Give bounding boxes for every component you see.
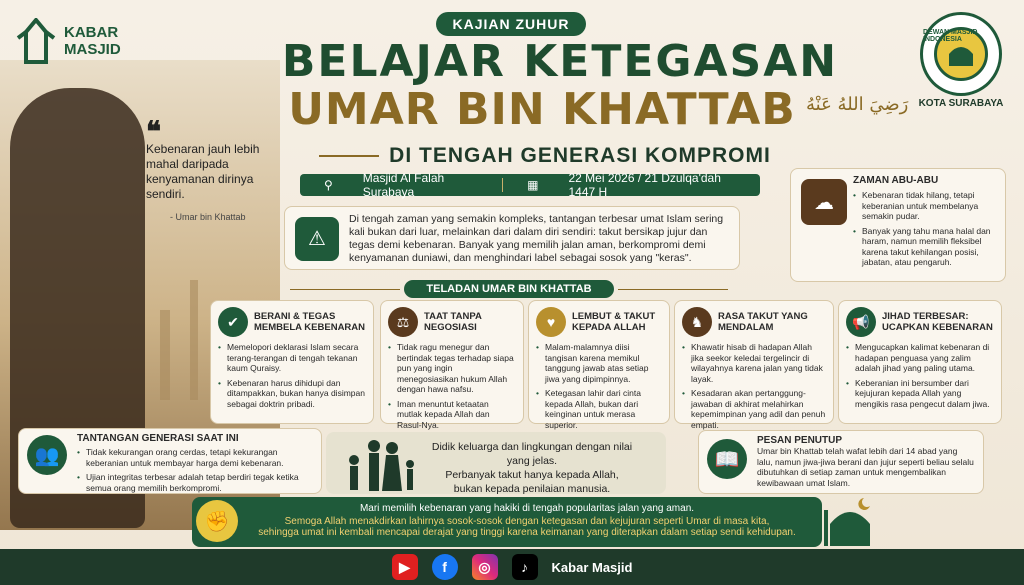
kabar-masjid-logo bbox=[14, 18, 121, 64]
title-line1: BELAJAR KETEGASAN bbox=[281, 36, 839, 87]
intro-card bbox=[284, 206, 740, 270]
section-title: TELADAN UMAR BIN KHATTAB bbox=[404, 280, 614, 298]
teladan-title: BERANI & TEGAS MEMBELA KEBENARAN bbox=[254, 311, 366, 333]
instagram-icon[interactable]: ◎ bbox=[472, 554, 498, 580]
person-warning-icon: ⚠ bbox=[295, 217, 339, 261]
event-badge: KAJIAN ZUHUR bbox=[436, 12, 586, 36]
quote-block bbox=[146, 116, 286, 225]
intro-text: Di tengah zaman yang semakin kompleks, tantangan terbesar umat Islam sering kali bukan dari luar, melainkan dari dalam diri sendiri: takut bersikap jujur dan tegas demi kebenaran. Banyak yang memilih jalan aman, berkompromi demi kenyamanan duniawi, dan menghindari label sebagai sosok yang "keras". bbox=[349, 213, 724, 264]
mosque-dome-icon bbox=[820, 490, 880, 546]
penutup-body: Umar bin Khattab telah wafat lebih dari 14 abad yang lalu, namun jiwa-jiwa berani dan jujur seperti beliau selalu dibutuhkan di setiap zaman untuk mengembalikan kewibawaan umat Islam. bbox=[757, 446, 974, 488]
quote-text: Kebenaran jauh lebih mahal daripada kenyamanan dirinya sendiri. bbox=[146, 142, 260, 201]
penutup-card bbox=[698, 430, 984, 494]
subtitle-text: DI TENGAH GENERASI KOMPROMI bbox=[389, 144, 771, 167]
seal-city: KOTA SURABAYA bbox=[918, 98, 1004, 109]
closing-banner bbox=[192, 497, 822, 547]
scale-icon: ⚖ bbox=[388, 307, 418, 337]
teladan-card bbox=[674, 300, 834, 430]
arabic-honorific: رَضِيَ اللهُ عَنْهُ bbox=[806, 94, 909, 115]
date-text: 22 Mei 2026 / 21 Dzulqa'dah 1447 H bbox=[568, 171, 721, 199]
footer-name: Kabar Masjid bbox=[551, 559, 633, 575]
zaman-point: • Kebenaran tidak hilang, tetapi keberanian untuk membelanya semakin pudar. bbox=[853, 190, 997, 222]
teladan-point: • Kesadaran akan pertanggung-jawaban di akhirat melahirkan kepemimpinan yang adil dan penuh empati. bbox=[682, 388, 826, 430]
teladan-point: • Iman menuntut ketaatan mutlak kepada Allah dan Rasul-Nya. bbox=[388, 399, 516, 431]
closing-line1: Mari memilih kebenaran yang hakiki di tengah popularitas jalan yang aman. bbox=[359, 503, 695, 514]
closing-line2: Semoga Allah menakdirkan lahirnya sosok-sosok dengan ketegasan dan kejujuran seperti Umar di masa kita, bbox=[284, 516, 770, 527]
teladan-title: LEMBUT & TAKUT KEPADA ALLAH bbox=[572, 311, 656, 333]
teladan-card bbox=[380, 300, 524, 430]
teladan-point: • Kebenaran harus dihidupi dan ditampakkan, bukan hanya disimpan sebagai doktrin pribadi. bbox=[218, 378, 366, 410]
calendar-icon: ▦ bbox=[527, 178, 539, 192]
closing-line3: sehingga umat ini kembali mencapai derajat yang tinggi karena keimanan yang diterapkan dalam setiap sendi kehidupan. bbox=[258, 527, 796, 538]
teladan-card bbox=[528, 300, 670, 430]
teladan-title: TAAT TANPA NEGOSIASI bbox=[424, 311, 482, 333]
fist-icon: ✊ bbox=[196, 500, 238, 542]
teladan-point: • Ketegasan lahir dari cinta kepada Allah, bukan dari keinginan untuk merasa superior. bbox=[536, 388, 662, 430]
heart-icon: ♥ bbox=[536, 307, 566, 337]
zaman-title: ZAMAN ABU-ABU bbox=[853, 175, 939, 186]
family-line: Didik keluarga dan lingkungan dengan nilai yang jelas. bbox=[431, 441, 633, 467]
location bbox=[300, 171, 502, 199]
donkey-icon: ♞ bbox=[682, 307, 712, 337]
footer bbox=[0, 549, 1024, 585]
tantangan-point: • Tidak kekurangan orang cerdas, tetapi kekurangan keberanian untuk membayar harga demi kebenaran. bbox=[77, 447, 313, 468]
title-line2: UMAR BIN KHATTAB bbox=[288, 84, 796, 135]
teladan-point: • Keberanian ini bersumber dari kejujuran kepada Allah yang mengikis rasa pengecut dalam jiwa. bbox=[846, 378, 994, 410]
facebook-icon[interactable]: f bbox=[432, 554, 458, 580]
tantangan-title: TANTANGAN GENERASI SAAT INI bbox=[77, 433, 239, 444]
teladan-point: • Khawatir hisab di hadapan Allah jika seekor keledai tergelincir di wilayahnya karena jalan yang tidak layak. bbox=[682, 342, 826, 384]
tantangan-card bbox=[18, 428, 322, 494]
teladan-card bbox=[210, 300, 374, 424]
teladan-title: RASA TAKUT YANG MENDALAM bbox=[718, 311, 808, 333]
divider bbox=[290, 289, 400, 290]
logo-line2: MASJID bbox=[64, 41, 121, 58]
family-line: Perbanyak takut hanya kepada Allah, bbox=[445, 469, 619, 481]
teladan-point: • Malam-malamnya diisi tangisan karena memikul tanggung jawab atas setiap jiwa yang dipimpinnya. bbox=[536, 342, 662, 384]
teladan-point: • Memelopori deklarasi Islam secara terang-terangan di tengah tekanan kaum Quraisy. bbox=[218, 342, 366, 374]
teladan-card bbox=[838, 300, 1002, 424]
family-text bbox=[424, 440, 640, 496]
quote-author: - Umar bin Khattab bbox=[170, 212, 246, 222]
group-icon: 👥 bbox=[27, 435, 67, 475]
teladan-point: • Mengucapkan kalimat kebenaran di hadapan penguasa yang zalim adalah jihad yang paling utama. bbox=[846, 342, 994, 374]
family-silhouette-icon bbox=[340, 434, 420, 494]
teladan-point: • Tidak ragu menegur dan bertindak tegas terhadap siapa pun yang ingin menegosiasikan hukum Allah dengan hawa nafsu. bbox=[388, 342, 516, 395]
quote-mark-icon: ❝ bbox=[146, 116, 162, 147]
zaman-point: • Banyak yang tahu mana halal dan haram, namun memilih fleksibel karena takut kehilangan posisi, jabatan, atau pengaruh. bbox=[853, 226, 997, 268]
megaphone-icon: 📢 bbox=[846, 307, 876, 337]
location-pin-icon: ⚲ bbox=[324, 178, 333, 192]
family-line: bukan kepada penilaian manusia. bbox=[453, 483, 611, 495]
location-text: Masjid Al Falah Surabaya bbox=[362, 171, 445, 199]
penutup-title: PESAN PENUTUP bbox=[757, 435, 843, 446]
youtube-icon[interactable]: ▶ bbox=[392, 554, 418, 580]
book-icon: 📖 bbox=[707, 439, 747, 479]
date bbox=[503, 171, 760, 199]
zaman-card bbox=[790, 168, 1006, 282]
mosque-logo-icon bbox=[14, 18, 58, 64]
tantangan-point: • Ujian integritas terbesar adalah tetap berdiri tegak ketika semua orang memilih berkompromi. bbox=[77, 472, 313, 493]
dmi-seal bbox=[920, 12, 1002, 96]
seal-ring-text: DEWAN MASJID INDONESIA bbox=[923, 29, 978, 43]
tiktok-icon[interactable]: ♪ bbox=[512, 554, 538, 580]
teladan-title: JIHAD TERBESAR: UCAPKAN KEBENARAN bbox=[882, 311, 993, 333]
cloud-icon: ☁ bbox=[801, 179, 847, 225]
divider bbox=[618, 289, 728, 290]
shield-icon: ✔ bbox=[218, 307, 248, 337]
logo-line1: KABAR bbox=[64, 24, 119, 41]
event-info-bar bbox=[300, 171, 760, 199]
